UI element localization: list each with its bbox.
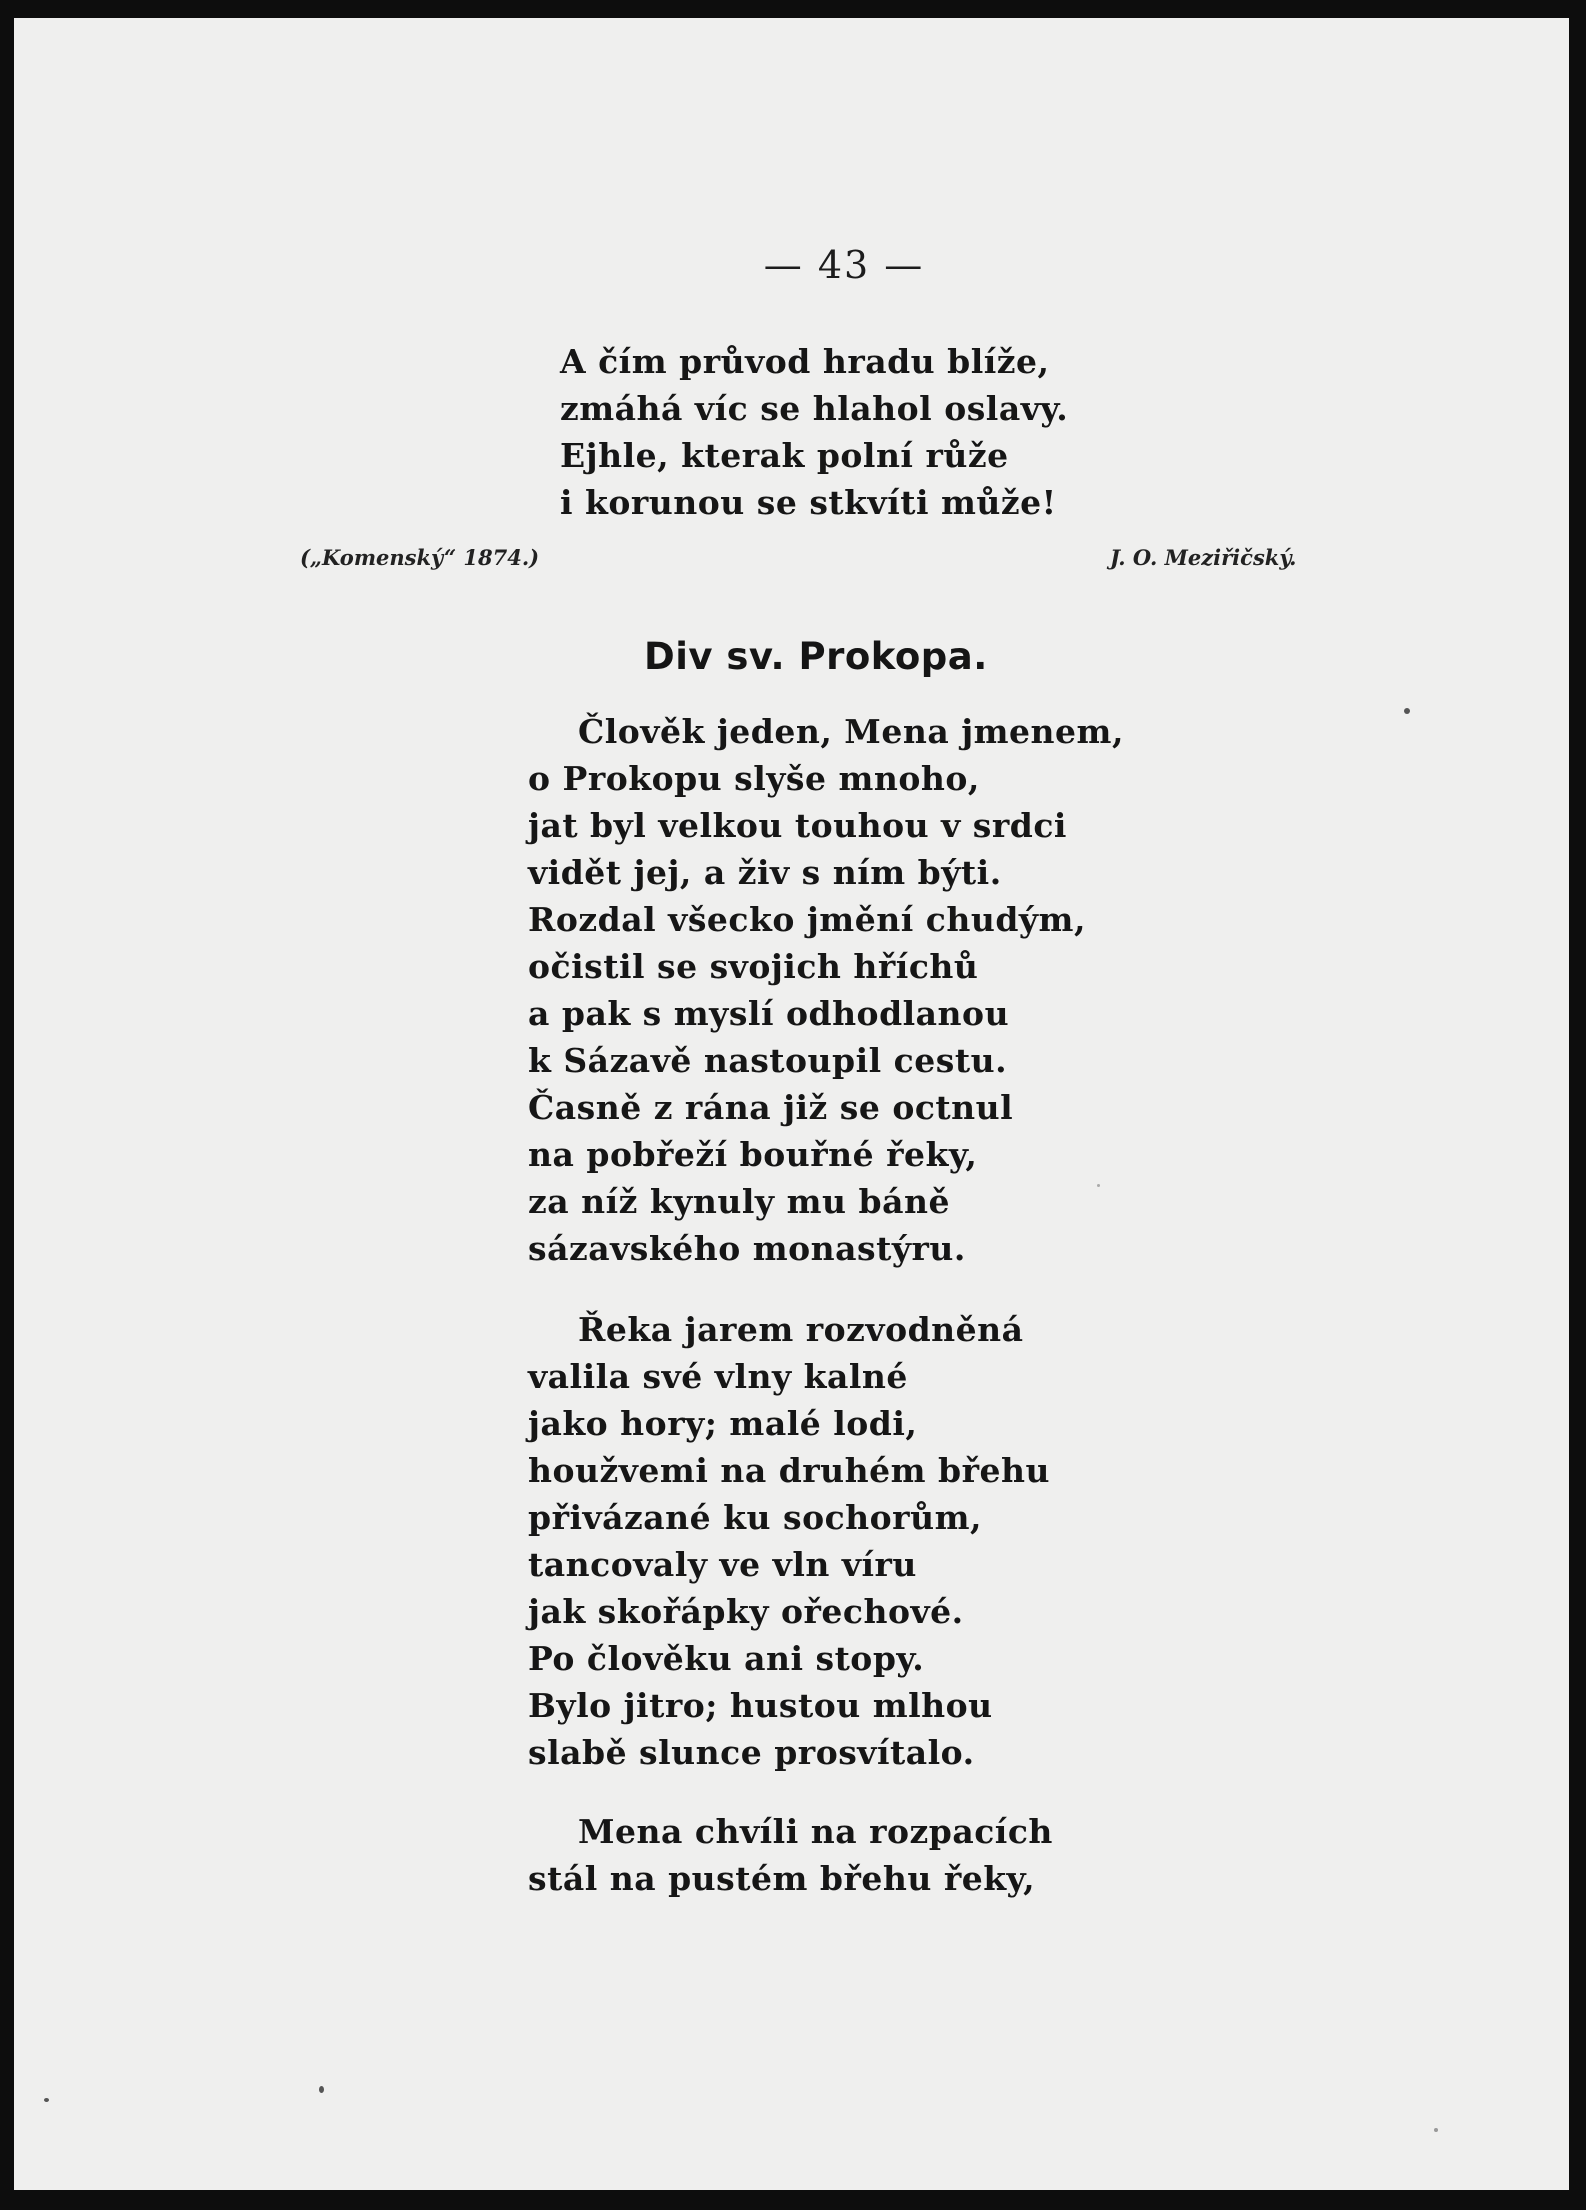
page-number: — 43 — xyxy=(763,243,925,287)
book-page xyxy=(14,18,1569,2190)
verse-line: jak skořápky ořechové. xyxy=(528,1592,964,1631)
verse-line: k Sázavě nastoupil cestu. xyxy=(528,1041,1008,1080)
author-signature: J. O. Meziřičský. xyxy=(1110,545,1297,570)
verse-line: a pak s myslí odhodlanou xyxy=(528,994,1010,1033)
source-note: („Komenský“ 1874.) xyxy=(300,545,540,570)
verse-line: vidět jej, a živ s ním býti. xyxy=(528,853,1002,892)
verse-line: houžvemi na druhém břehu xyxy=(528,1451,1051,1490)
verse-line: i korunou se stkvíti může! xyxy=(560,483,1057,522)
scan-speck xyxy=(44,2098,49,2102)
verse-line: stál na pustém břehu řeky, xyxy=(528,1859,1036,1898)
verse-line: Mena chvíli na rozpacích xyxy=(578,1812,1053,1851)
verse-line: jako hory; malé lodi, xyxy=(528,1404,918,1443)
verse-line: tancovaly ve vln víru xyxy=(528,1545,917,1584)
verse-line: očistil se svojich hříchů xyxy=(528,947,979,986)
verse-line: o Prokopu slyše mnoho, xyxy=(528,759,980,798)
scan-speck xyxy=(319,2086,324,2093)
verse-line: Rozdal všecko jmění chudým, xyxy=(528,900,1086,939)
scan-speck xyxy=(1404,708,1410,714)
verse-line: za níž kynuly mu báně xyxy=(528,1182,950,1221)
verse-line: Časně z rána již se octnul xyxy=(528,1088,1014,1127)
verse-line: Řeka jarem rozvodněná xyxy=(578,1310,1024,1349)
verse-line: Ejhle, kterak polní růže xyxy=(560,436,1009,475)
verse-line: slabě slunce prosvítalo. xyxy=(528,1733,975,1772)
verse-line: Bylo jitro; hustou mlhou xyxy=(528,1686,993,1725)
verse-line: na pobřeží bouřné řeky, xyxy=(528,1135,978,1174)
poem-title: Div sv. Prokopa. xyxy=(644,635,988,678)
stanza-1 xyxy=(528,708,1124,1272)
verse-line: sázavského monastýru. xyxy=(528,1229,966,1268)
verse-line: A čím průvod hradu blíže, xyxy=(560,342,1050,381)
verse-line: přivázané ku sochorům, xyxy=(528,1498,982,1537)
verse-line: valila své vlny kalné xyxy=(528,1357,908,1396)
verse-line: Člověk jeden, Mena jmenem, xyxy=(578,712,1124,751)
stanza-2 xyxy=(528,1306,1050,1776)
verse-line: Po člověku ani stopy. xyxy=(528,1639,925,1678)
verse-line: zmáhá víc se hlahol oslavy. xyxy=(560,389,1069,428)
scan-speck xyxy=(1097,1184,1100,1187)
stanza-3 xyxy=(528,1808,1053,1902)
verse-line: jat byl velkou touhou v srdci xyxy=(528,806,1067,845)
closing-stanza xyxy=(560,338,1068,526)
scan-speck xyxy=(1434,2128,1438,2132)
